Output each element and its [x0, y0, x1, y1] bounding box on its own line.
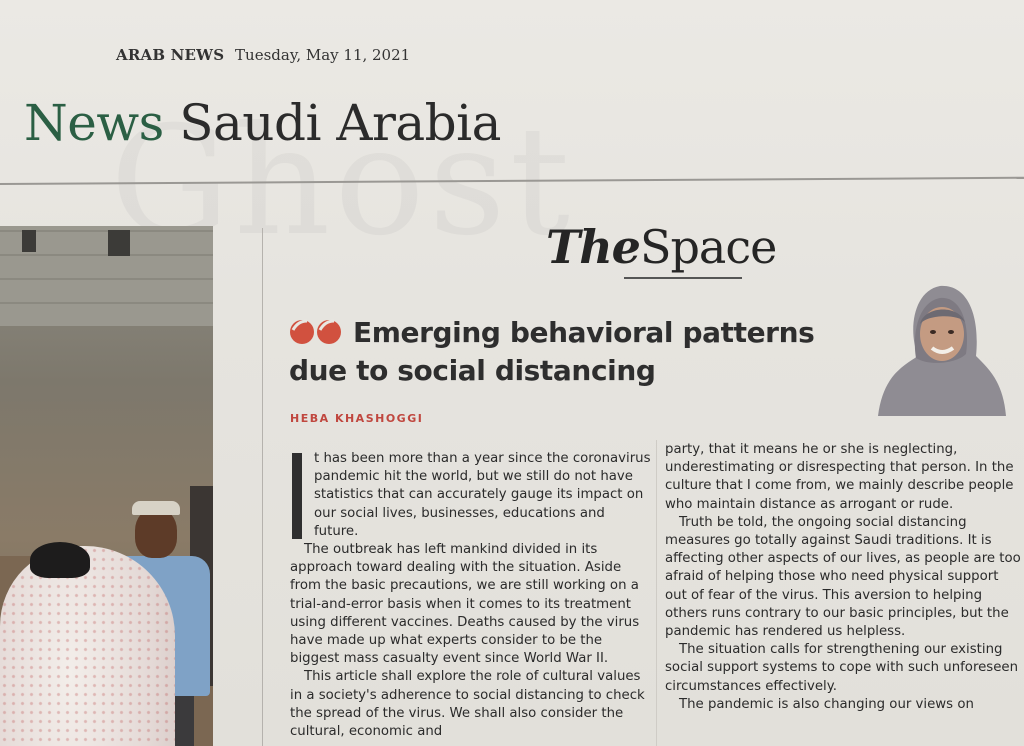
news-photo [0, 226, 213, 746]
paragraph: The outbreak has left mankind divided in its approach toward dealing with the situation. Aside from the basic precautions, we are still working on a trial-and-error basis when it comes to its treatment using different vaccines. Deaths caused by the virus have made up what experts consider to be the biggest mass casualty event since World War II. [290, 542, 640, 667]
headline-line-1: Emerging behavioral patterns [353, 316, 815, 349]
drop-cap [292, 453, 302, 539]
paragraph: party, that it means he or she is neglecting, underestimating or disrespecting that person. In the culture that I come from, we mainly describe people who maintain distance as arrogant or rude. [665, 442, 1014, 512]
headline-line-2: due to social distancing [289, 354, 656, 387]
paper-name: ARAB NEWS [116, 46, 225, 64]
paragraph: The pandemic is also changing our views on [679, 696, 974, 712]
column-brand-underline [624, 277, 742, 279]
paragraph: The situation calls for strengthening our existing social support systems to cope with such unforeseen circumstances effectively. [665, 642, 1019, 694]
issue-date: Tuesday, May 11, 2021 [235, 46, 411, 64]
author-portrait [868, 276, 1008, 416]
section-title [24, 94, 501, 152]
article-headline [289, 314, 869, 390]
section-title-region: Saudi Arabia [179, 94, 501, 152]
byline: HEBA KHASHOGGI [290, 412, 424, 425]
article-column-1 [290, 450, 652, 741]
column-brand [546, 220, 776, 274]
article-column-2 [665, 441, 1024, 714]
column-brand-space: Space [639, 220, 777, 274]
section-title-news: News [24, 94, 164, 152]
column-brand-the: The [546, 220, 640, 274]
column-rule [262, 228, 263, 746]
paragraph: This article shall explore the role of cultural values in a society's adherence to social distancing to check the spread of the virus. We shall also consider the cultural, economic and [290, 669, 645, 740]
masthead [116, 46, 410, 64]
paragraph: t has been more than a year since the coronavirus pandemic hit the world, but we still do not have statistics that can accurately gauge its impact on our social lives, businesses, educations and future. [314, 451, 651, 539]
paragraph: Truth be told, the ongoing social distancing measures go totally against Saudi traditions. It is affecting other aspects of our lives, as people are too afraid of helping those who need physical support out of fear of the virus. This aversion to helping others runs contrary to our basic principles, but the pandemic has rendered us helpless. [665, 514, 1021, 640]
column-divider [656, 440, 657, 746]
